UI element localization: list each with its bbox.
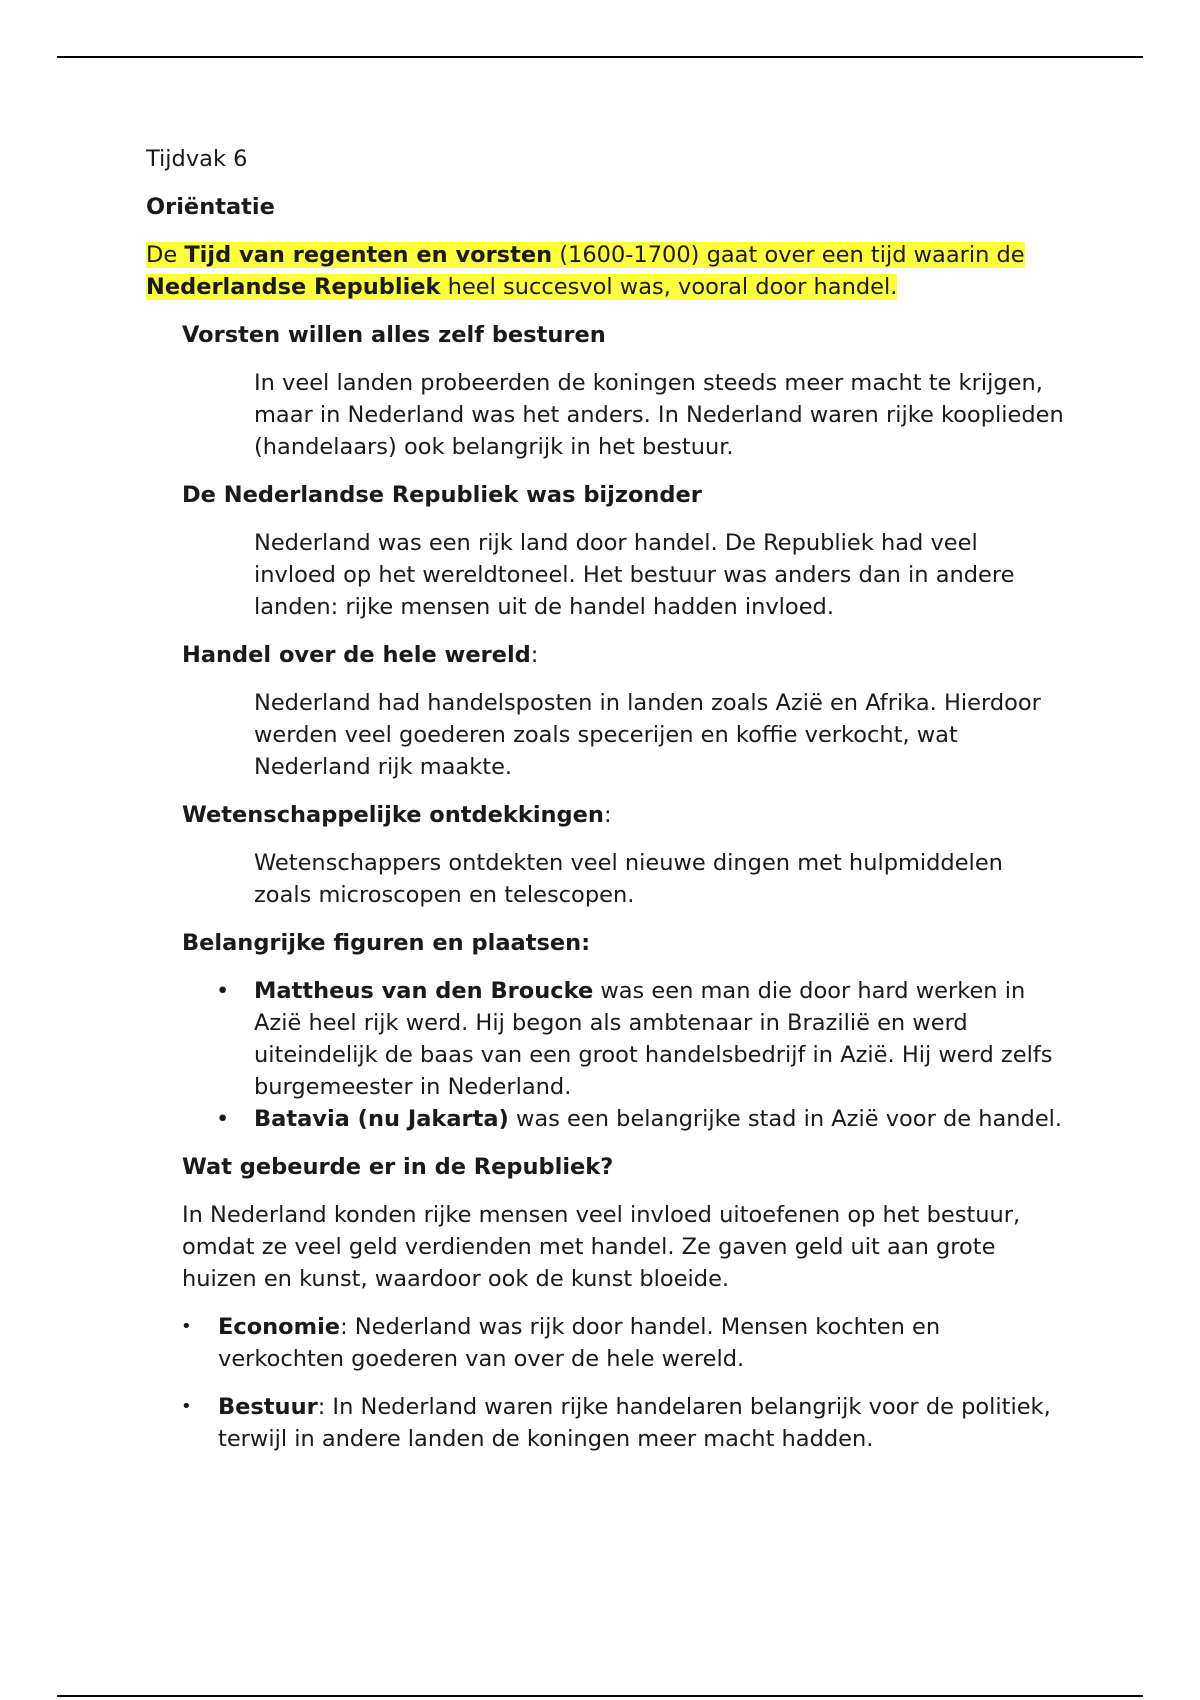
term-text: : In Nederland waren rijke handelaren belangrijk voor de politiek, terwijl in andere landen de koningen meer macht hadden. [218,1394,1051,1452]
footer-rule [57,1695,1143,1697]
bullet-icon: • [181,1396,192,1417]
section-body-handel: Nederland had handelsposten in landen zoals Azië en Afrika. Hierdoor werden veel goederen zoals specerijen en koffie verkocht, wat Nederland rijk maakte. [254,690,1041,780]
section-heading-text: Vorsten willen alles zelf besturen [182,322,606,348]
intro-bold-era: Tijd van regenten en vorsten [184,242,553,268]
republic-list [181,1311,1066,1455]
list-item [181,1391,1066,1455]
intro-text-3: heel succesvol was, vooral door handel. [440,274,898,300]
intro-text-1: De [146,242,185,268]
list-item [216,975,1066,1103]
section-body-vorsten: In veel landen probeerden de koningen steeds meer macht te krijgen, maar in Nederland was het anders. In Nederland waren rijke kooplieden (handelaars) ook belangrijk in het bestuur. [254,370,1064,460]
section-heading-colon: : [603,802,612,828]
figure-text: was een belangrijke stad in Azië voor de handel. [508,1106,1063,1132]
list-item [216,1103,1066,1135]
section-heading-wetenschap [182,799,1066,831]
orientation-heading: Oriëntatie [146,194,275,220]
bullet-icon: • [181,1316,192,1337]
section-body-republiek: Nederland was een rijk land door handel. De Republiek had veel invloed op het wereldtoneel. Het bestuur was anders dan in andere landen: rijke mensen uit de handel hadden invloed. [254,530,1015,620]
republic-heading: Wat gebeurde er in de Republiek? [182,1154,614,1180]
intro-highlight [146,242,1025,300]
section-heading-text: Handel over de hele wereld [182,642,531,668]
term-text: : Nederland was rijk door handel. Mensen kochten en verkochten goederen van over de hele wereld. [218,1314,941,1372]
section-heading-colon: : [530,642,539,668]
intro-text-2: (1600-1700) gaat over een tijd waarin de [552,242,1025,268]
section-body-wetenschap: Wetenschappers ontdekten veel nieuwe dingen met hulpmiddelen zoals microscopen en telescopen. [254,850,1003,908]
intro-paragraph [146,239,1066,303]
document-title: Tijdvak 6 [146,146,248,172]
figure-text: was een man die door hard werken in Azië heel rijk werd. Hij begon als ambtenaar in Brazilië en werd uiteindelijk de baas van een groot handelsbedrijf in Azië. Hij werd zelfs burgemeester in Nederland. [254,978,1053,1100]
section-heading-handel [182,639,1066,671]
header-rule [57,56,1143,58]
figure-name: Mattheus van den Broucke [254,978,594,1004]
figure-name: Batavia (nu Jakarta) [254,1106,509,1132]
bullet-icon: • [216,1106,230,1132]
term-label: Economie [218,1314,341,1340]
section-heading-text: Wetenschappelijke ontdekkingen [182,802,604,828]
document-body [146,143,1066,1471]
intro-bold-republic: Nederlandse Republiek [146,274,441,300]
figures-heading: Belangrijke figuren en plaatsen: [182,930,591,956]
list-item [181,1311,1066,1375]
bullet-icon: • [216,978,230,1004]
section-heading-vorsten [182,319,1066,351]
republic-body: In Nederland konden rijke mensen veel invloed uitoefenen op het bestuur, omdat ze veel geld verdienden met handel. Ze gaven geld uit aan grote huizen en kunst, waardoor ook de kunst bloeide. [182,1202,1021,1292]
term-label: Bestuur [218,1394,318,1420]
section-heading-text: De Nederlandse Republiek was bijzonder [182,482,702,508]
figures-list [216,975,1066,1135]
section-heading-republiek [182,479,1066,511]
